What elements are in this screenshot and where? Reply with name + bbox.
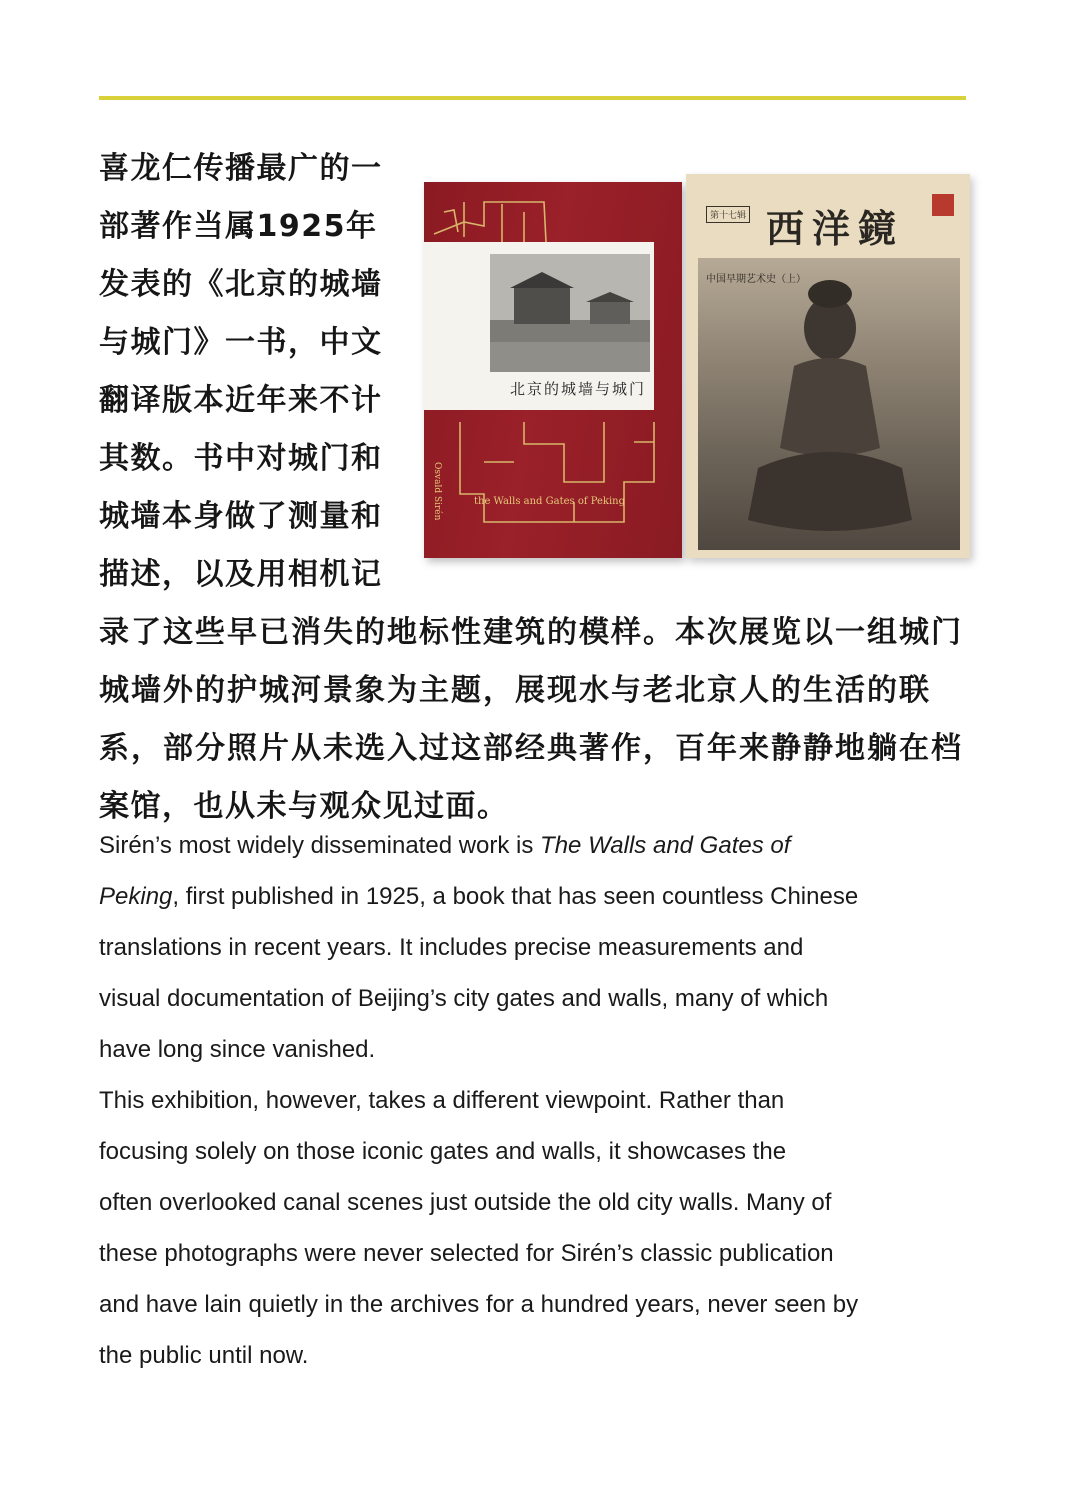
en-p1-line-3: translations in recent years. It includes precise measurements and	[99, 934, 804, 961]
en-p2-line-2: focusing solely on those iconic gates and walls, it showcases the	[99, 1138, 787, 1165]
en-p1-line-5: have long since vanished.	[99, 1036, 376, 1063]
book-walls-and-gates	[424, 182, 682, 558]
book-title-italic: The Walls and Gates of	[540, 832, 791, 859]
books-photo	[424, 172, 972, 560]
zh-line-1: 喜龙仁传播最广的一	[99, 151, 383, 186]
magazine-title: 西洋鏡	[766, 206, 905, 251]
city-gate-illustration	[490, 254, 650, 372]
zh-line-10: 城墙外的护城河景象为主题，展现水与老北京人的生活的联	[99, 673, 931, 708]
book-title-zh: 北京的城墙与城门	[510, 380, 647, 398]
english-text	[99, 820, 979, 1381]
en-p1-line-4: visual documentation of Beijing’s city gates and walls, many of which	[99, 985, 829, 1012]
en-p2-line-3: often overlooked canal scenes just outside the old city walls. Many of	[99, 1189, 832, 1216]
zh-line-5: 翻译版本近年来不计	[99, 383, 383, 418]
en-p1-line-1	[99, 820, 979, 871]
zh-line-12: 案馆，也从未与观众见过面。	[99, 789, 509, 824]
en-p2-line-6: the public until now.	[99, 1342, 309, 1369]
volume-label: 第十七辑	[706, 206, 750, 223]
en-p2-line-4: these photographs were never selected for Sirén’s classic publication	[99, 1240, 834, 1267]
en-p1-line-2	[99, 871, 979, 922]
city-gate-photo	[490, 254, 650, 372]
zh-line-3: 发表的《北京的城墙	[99, 267, 383, 302]
zh-line-2: 部著作当属1925年	[99, 209, 378, 244]
en-p2-line-5: and have lain quietly in the archives for a hundred years, never seen by	[99, 1291, 859, 1318]
zh-line-6: 其数。书中对城门和	[99, 441, 383, 476]
zh-line-9: 录了这些早已消失的地标性建筑的模样。本次展览以一组城门	[99, 615, 963, 650]
book-author: Osvald Sirén	[432, 462, 442, 521]
en-p1-line-2-text: , first published in 1925, a book that has seen countless Chinese	[172, 883, 859, 910]
zh-line-11: 系，部分照片从未选入过这部经典著作，百年来静静地躺在档	[99, 731, 963, 766]
en-p1-line-1-text: Sirén’s most widely disseminated work is	[99, 832, 541, 859]
zh-line-4: 与城门》一书，中文	[99, 325, 383, 360]
top-rule	[99, 96, 966, 100]
book-title-italic-2: Peking	[99, 883, 173, 910]
book-title-en: the Walls and Gates of Peking	[474, 496, 626, 507]
magazine-subtitle: 中国早期艺术史（上）	[706, 274, 806, 285]
book-xiyangjing	[686, 174, 970, 558]
bodhisattva-statue-illustration	[698, 258, 960, 550]
en-p2-line-1: This exhibition, however, takes a different viewpoint. Rather than	[99, 1087, 785, 1114]
zh-line-8: 描述，以及用相机记	[99, 557, 383, 592]
red-seal-icon	[932, 194, 954, 216]
zh-line-7: 城墙本身做了测量和	[99, 499, 383, 534]
